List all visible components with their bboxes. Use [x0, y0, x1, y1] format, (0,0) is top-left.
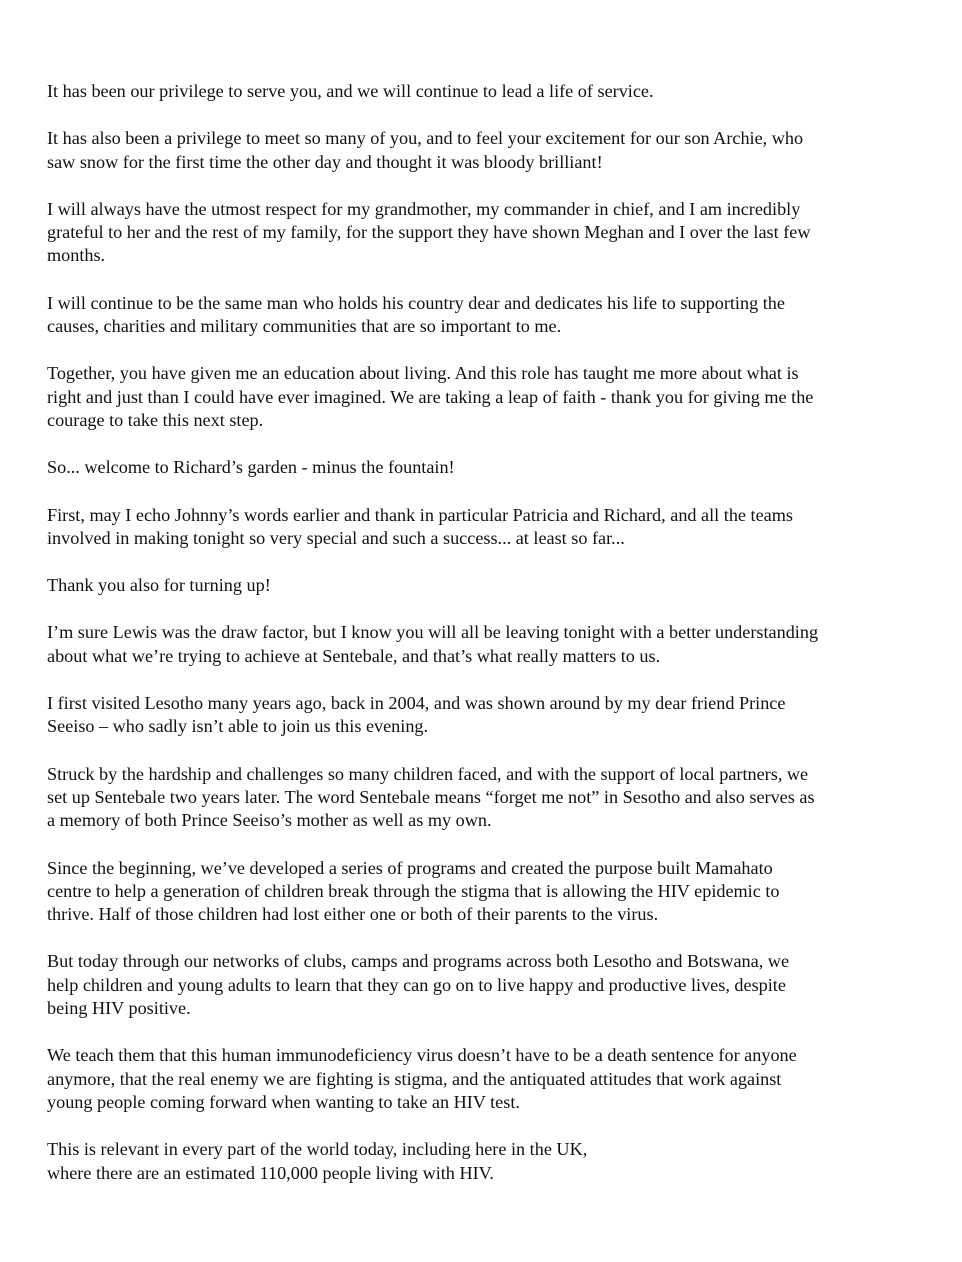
paragraph	[47, 127, 927, 174]
text-line: So... welcome to Richard’s garden - minus the fountain!	[47, 457, 455, 478]
text-line: causes, charities and military communities that are so important to me.	[47, 316, 562, 337]
text-line: Thank you also for turning up!	[47, 575, 271, 596]
text-line: It has been our privilege to serve you, and we will continue to lead a life of service.	[47, 81, 654, 101]
text-line: anymore, that the real enemy we are fighting is stigma, and the antiquated attitudes that work against	[47, 1068, 782, 1089]
text-line: But today through our networks of clubs, camps and programs across both Lesotho and Botswana, we	[47, 951, 790, 972]
text-line: saw snow for the first time the other day and thought it was bloody brilliant!	[47, 151, 603, 172]
text-line: set up Sentebale two years later. The word Sentebale means “forget me not” in Sesotho and also serves as	[47, 786, 815, 807]
text-line: Seeiso – who sadly isn’t able to join us this evening.	[47, 716, 429, 737]
paragraph	[47, 574, 927, 597]
text-line: grateful to her and the rest of my family, for the support they have shown Meghan and I over the last few	[47, 222, 811, 243]
text-line: months.	[47, 245, 106, 266]
paragraph	[47, 292, 927, 339]
text-line: This is relevant in every part of the world today, including here in the UK,	[47, 1139, 588, 1160]
text-line: thrive. Half of those children had lost either one or both of their parents to the virus.	[47, 904, 659, 925]
paragraph	[47, 621, 927, 668]
text-line: involved in making tonight so very special and such a success... at least so far...	[47, 527, 625, 548]
paragraph	[47, 950, 927, 1020]
text-line: right and just than I could have ever imagined. We are taking a leap of faith - thank you for giving me the	[47, 386, 814, 407]
paragraph	[47, 857, 927, 927]
text-line: courage to take this next step.	[47, 409, 264, 430]
text-line: First, may I echo Johnny’s words earlier and thank in particular Patricia and Richard, and all the teams	[47, 504, 793, 525]
speech-text	[47, 80, 927, 1209]
text-line: centre to help a generation of children break through the stigma that is allowing the HIV epidemic to	[47, 880, 780, 901]
paragraph	[47, 1044, 927, 1114]
text-line: a memory of both Prince Seeiso’s mother as well as my own.	[47, 810, 492, 831]
paragraph	[47, 1138, 927, 1185]
paragraph	[47, 763, 927, 833]
text-line: Struck by the hardship and challenges so many children faced, and with the support of local partners, we	[47, 763, 809, 784]
text-line: help children and young adults to learn that they can go on to live happy and productive lives, despite	[47, 974, 786, 995]
text-line: Together, you have given me an education about living. And this role has taught me more about what is	[47, 363, 799, 384]
paragraph	[47, 456, 927, 479]
text-line: young people coming forward when wanting to take an HIV test.	[47, 1091, 520, 1112]
text-line: I will always have the utmost respect for my grandmother, my commander in chief, and I am incredibly	[47, 198, 801, 219]
paragraph	[47, 504, 927, 551]
text-line: We teach them that this human immunodeficiency virus doesn’t have to be a death sentence for anyone	[47, 1045, 797, 1066]
paragraph	[47, 80, 927, 103]
text-line: I first visited Lesotho many years ago, back in 2004, and was shown around by my dear friend Prince	[47, 693, 786, 714]
text-line: I will continue to be the same man who holds his country dear and dedicates his life to supporting the	[47, 292, 785, 313]
text-line: I’m sure Lewis was the draw factor, but I know you will all be leaving tonight with a better understanding	[47, 622, 819, 643]
paragraph	[47, 692, 927, 739]
text-line: It has also been a privilege to meet so many of you, and to feel your excitement for our son Archie, who	[47, 128, 804, 149]
text-line: being HIV positive.	[47, 998, 191, 1019]
paragraph	[47, 362, 927, 432]
paragraph	[47, 198, 927, 268]
text-line: where there are an estimated 110,000 people living with HIV.	[47, 1162, 494, 1183]
text-line: Since the beginning, we’ve developed a series of programs and created the purpose built Mamahato	[47, 857, 773, 878]
text-line: about what we’re trying to achieve at Sentebale, and that’s what really matters to us.	[47, 645, 661, 666]
